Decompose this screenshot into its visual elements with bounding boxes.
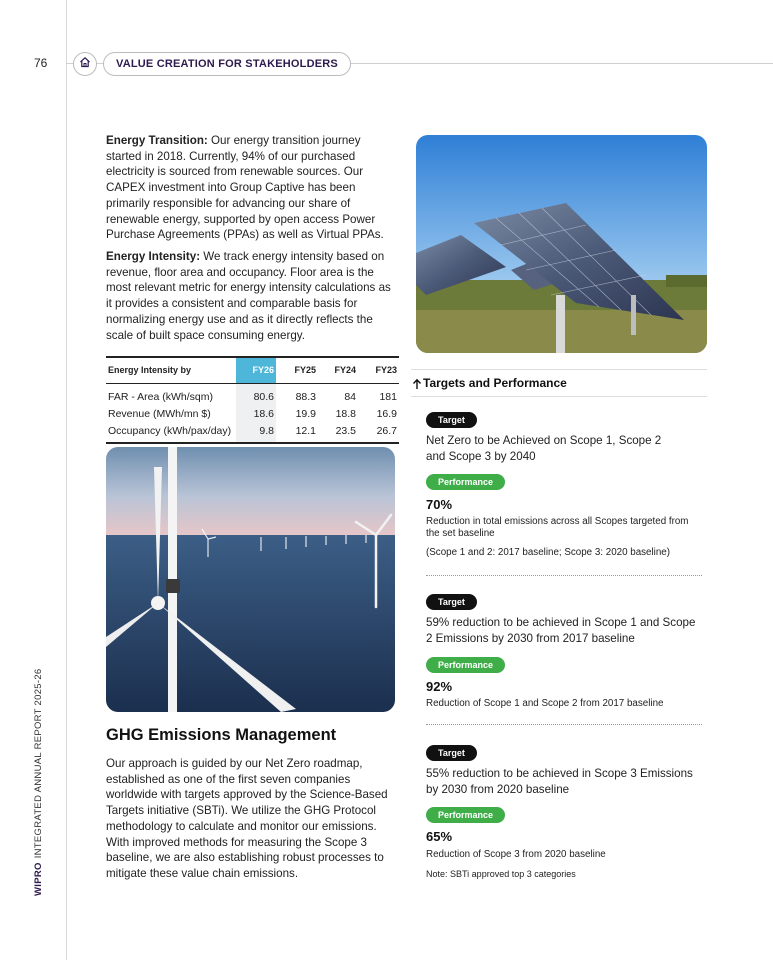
table-cell: 181: [379, 391, 397, 404]
table-row: [106, 405, 399, 422]
section-tag[interactable]: VALUE CREATION FOR STAKEHOLDERS: [103, 52, 351, 76]
targets-header: [411, 369, 707, 397]
target-text: 55% reduction to be achieved in Scope 3 Emissions by 2030 from 2020 baseline: [426, 767, 693, 796]
energy-intensity-heading: Energy Intensity:: [106, 250, 201, 263]
table-cell: 16.9: [376, 407, 397, 420]
performance-percent: 65%: [426, 829, 453, 844]
margin-rule: [66, 0, 67, 960]
home-button[interactable]: [73, 52, 97, 76]
table-cell: 84: [344, 391, 356, 404]
table-cell: 23.5: [318, 422, 358, 443]
brand-wordmark: WIPRO: [33, 862, 44, 896]
row-label: Occupancy (kWh/pax/day): [106, 422, 236, 443]
row-label: Revenue (MWh/mn $): [108, 407, 211, 420]
row-label: FAR - Area (kWh/sqm): [108, 391, 214, 404]
offshore-wind-farm-photo: [106, 447, 395, 712]
baseline-note: (Scope 1 and 2: 2017 baseline; Scope 3: 2020 baseline): [426, 547, 671, 558]
table-cell: 80.6: [236, 383, 276, 405]
sbti-note: Note: SBTi approved top 3 categories: [426, 869, 576, 879]
performance-badge: Performance: [426, 807, 505, 823]
performance-badge: Performance: [426, 474, 505, 490]
report-label: INTEGRATED ANNUAL REPORT 2025-26: [33, 668, 44, 859]
table-cell: 18.6: [236, 405, 276, 422]
table-cell: 88.3: [295, 391, 316, 404]
energy-transition-text: Our energy transition journey started in 2018. Currently, 94% of our purchased electricity is sourced from renewable sources. Our CAPEX investment into Group Captive has been primarily responsible for advancing our share of renewable energy, supported by open access Power Purchase Agreements (PPAs) as well as Virtual PPAs.: [106, 134, 384, 242]
target-text: 59% reduction to be achieved in Scope 1 and Scope 2 Emissions by 2030 from 2017 baseline: [426, 616, 696, 645]
energy-intensity-text: We track energy intensity based on revenue, floor area and occupancy. Floor area is the most relevant metric for energy intensity calculations as it provides a consistent and comparable basis for normalizing energy use and as it directly reflects the scale of built space consuming energy.: [106, 250, 391, 342]
performance-badge: Performance: [426, 657, 505, 673]
column-header: FY24: [318, 357, 358, 383]
table-cell: 9.8: [236, 422, 276, 443]
table-header-row: [106, 357, 399, 383]
performance-text: Reduction of Scope 1 and Scope 2 from 2017 baseline: [426, 698, 664, 709]
column-header: FY23: [358, 357, 399, 383]
target-badge: Target: [426, 412, 477, 428]
page-number: 76: [34, 56, 48, 70]
target-badge: Target: [426, 745, 477, 761]
report-label-vertical: [33, 668, 44, 896]
column-header: Energy Intensity by: [106, 357, 236, 383]
performance-percent: 92%: [426, 679, 453, 694]
target-text: Net Zero to be Achieved on Scope 1, Scope 2 and Scope 3 by 2040: [426, 434, 662, 463]
column-header: FY25: [276, 357, 318, 383]
target-badge: Target: [426, 594, 477, 610]
table-row: [106, 422, 399, 443]
performance-percent: 70%: [426, 497, 453, 512]
solar-panel-photo: [416, 135, 707, 353]
performance-text: Reduction of Scope 3 from 2020 baseline: [426, 849, 606, 860]
table-cell: 12.1: [276, 422, 318, 443]
performance-text: Reduction in total emissions across all Scopes targeted from the set baseline: [426, 516, 689, 539]
ghg-paragraph: Our approach is guided by our Net Zero roadmap, established as one of the first seven companies worldwide with targets approved by the Science-Based Targets initiative (SBTi). We utilize the GHG Protocol methodology to calculate and monitor our emissions. With improved methods for measuring the Scope 3 baseline, we are also establishing robust processes to mitigate these value chain emissions.: [106, 757, 388, 880]
ghg-section-title: GHG Emissions Management: [106, 726, 337, 744]
arrow-up-icon: [412, 377, 422, 395]
energy-transition-heading: Energy Transition:: [106, 134, 208, 147]
table-cell: 26.7: [358, 422, 399, 443]
energy-intensity-paragraph: [106, 249, 398, 343]
energy-transition-paragraph: [106, 133, 398, 243]
energy-intensity-table: [106, 356, 399, 444]
table-cell: 19.9: [295, 407, 316, 420]
targets-title: Targets and Performance: [423, 376, 567, 390]
dotted-divider: [426, 575, 702, 576]
table-cell: 18.8: [335, 407, 356, 420]
home-icon: [79, 55, 91, 73]
dotted-divider: [426, 724, 702, 725]
table-row: [106, 383, 399, 405]
column-header: FY26: [236, 357, 276, 383]
